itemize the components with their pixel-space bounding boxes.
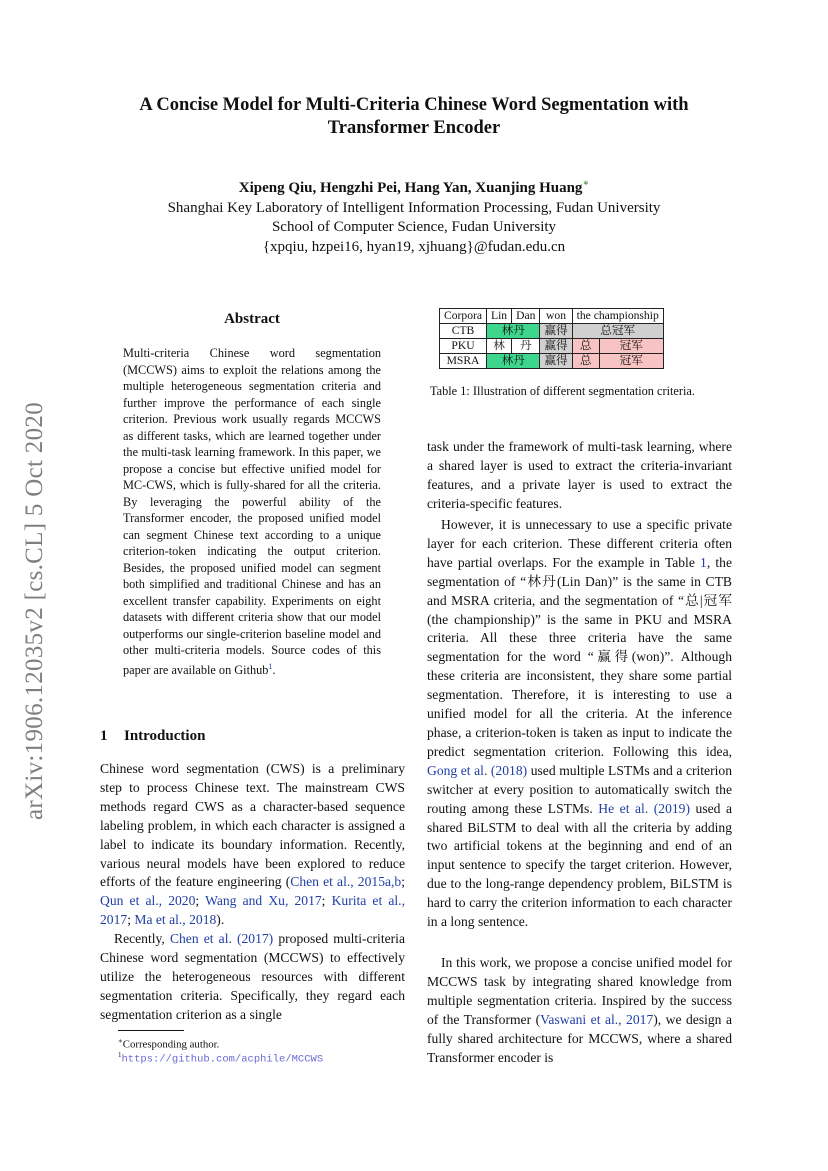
footnote-ref-1[interactable]: 1 [268,661,273,671]
affiliation-1: Shanghai Key Laboratory of Intelligent Information Processing, Fudan University [167,199,661,216]
criteria-table [439,308,664,369]
citation-link[interactable]: Kurita et al., 2017 [100,893,405,928]
segment-cell: 赢得 [540,339,572,354]
corpus-cell: CTB [440,324,487,339]
github-link[interactable]: https://github.com/acphile/MCCWS [121,1053,324,1066]
citation-link[interactable]: Ma et al., 2018 [134,912,217,928]
citation-link[interactable]: Gong et al. (2018) [427,762,528,778]
section-heading-introduction: 1 Introduction [100,728,206,744]
segment-cell: 丹 [512,339,540,354]
citation-link[interactable]: Vaswani et al., 2017 [540,1011,654,1027]
citation-link[interactable]: Chen et al. (2017) [169,931,274,946]
abstract-heading: Abstract [224,311,280,327]
arxiv-sidebar [14,376,56,846]
intro-paragraph-2: Recently, Chen et al. (2017) proposed multi-criteria Chinese word segmentation (MCCWS) to effectively utilize the heterogeneous resources with different segmentation criteria. Specifically, they regard each segmentation criterion as a single [100,931,405,1022]
arxiv-identifier: arXiv:1906.12035v2 [cs.CL] 5 Oct 2020 [21,402,48,820]
segment-cell: 林丹 [487,354,540,369]
footnote-divider [118,1030,184,1031]
header-cell: Lin [487,309,512,324]
segment-cell: 冠军 [600,339,663,353]
corpus-cell: MSRA [440,354,487,369]
table-row [440,324,664,339]
header-cell: Dan [512,309,540,324]
corpus-cell: PKU [440,339,487,354]
corresponding-author-mark: ∗ [582,178,590,189]
author-emails: {xpqiu, hzpei16, hyan19, xjhuang}@fudan.edu.cn [262,238,566,255]
table-1 [439,308,664,369]
header-cell: won [540,309,572,324]
segment-cell: 赢得 [540,324,572,339]
table-header-row [440,309,664,324]
citation-link[interactable]: He et al. (2019) [598,800,690,816]
intro-paragraph-1: Chinese word segmentation (CWS) is a preliminary step to process Chinese text. The mainstream CWS methods regard CWS as a character-based sequence labeling problem, in which each character is assigned a label to indicate its boundary information. Recently, various neural models have been explored to reduce efforts of the feature engineering (Chen et al., 2015a,b; Qun et al., 2020; Wang and Xu, 2017; Kurita et al., 2017; Ma et al., 2018). [100,761,406,928]
split-segment-cell [572,339,663,354]
footnote-1: ∗Corresponding author. [118,1037,220,1051]
title-line-1: A Concise Model for Multi-Criteria Chinese Word Segmentation with [139,95,689,115]
footnote-2: $^1$https://github.com/acphile/MCCWS [118,1051,324,1066]
table-1-caption: Table 1: Illustration of different segmentation criteria. [430,384,695,398]
citation-link[interactable]: Wang and Xu, 2017 [205,893,322,909]
segment-cell: 总 [573,354,600,368]
table-row [440,354,664,369]
segment-cell: 冠军 [600,354,663,368]
citation-link[interactable]: Chen et al., 2015a,b [290,874,402,890]
segment-cell: 林 [487,339,512,354]
right-paragraph-2: However, it is unnecessary to use a specific private layer for each criterion. These different criteria often have partial overlaps. For the example in Table 1, the segmentation of “林丹(Lin Dan)” is the same in CTB and MSRA criteria, and the segmentation of “总|冠军(the championship)” is the same in PKU and MSRA criteria. All these three criteria have the same segmentation for the word “赢得(won)”. Although these criteria are inconsistent, they share some partial segmentation. Therefore, it is interesting to use a unified model for all the criteria. At the inference phase, a criterion-token is taken as input to indicate the predict segmentation criterion. Following this idea, Gong et al. (2018) used multiple LSTMs and a criterion switcher at every position to automatically switch the routing among these LSTMs. He et al. (2019) used a shared BiLSTM to deal with all the criteria by adding two artificial tokens at the beginning and end of an input sentence to specify the target criterion. However, due to the long-range dependency problem, BiLSTM is hard to carry the criterion information to each character in a long sentence. [427,517,733,930]
segment-cell: 总 [573,339,600,353]
segment-cell: 赢得 [540,354,572,369]
split-segment-cell [572,354,663,369]
header-cell: Corpora [440,309,487,324]
author-names: Xipeng Qiu, Hengzhi Pei, Hang Yan, Xuanjing Huang∗ [238,178,590,196]
segment-cell: 总冠军 [572,324,663,339]
right-paragraph-1: task under the framework of multi-task learning, where a shared layer is used to extract the criteria-invariant features, and a private layer is used to extract the criteria-specific features. [427,439,732,511]
right-paragraph-3: In this work, we propose a concise unified model for MCCWS task by integrating shared knowledge from multiple segmentation criteria. Inspired by the success of the Transformer (Vaswani et al., 2017), we design a fully shared architecture for MCCWS, where a shared Transformer encoder is [427,955,733,1065]
table-row [440,339,664,354]
header-cell: the championship [572,309,663,324]
table-ref-link[interactable]: 1 [700,554,707,570]
abstract-text: Multi-criteria Chinese word segmentation (MCCWS) aims to exploit the relations among the multiple heterogeneous segmentation criteria and further improve the performance of each single criterion. Previous work usually regards MCCWS as different tasks, which are learned together under the multi-task learning framework. In this paper, we propose a concise but effective unified model for MC-CWS, which is fully-shared for all the criteria. By leveraging the powerful ability of the Transformer encoder, the proposed unified model can segment Chinese text according to a unique criterion-token indicating the output criterion. Besides, the proposed unified model can segment both simplified and traditional Chinese and has an excellent transfer capability. Experiments on eight datasets with different criteria show that our model outperforms our single-criterion baseline model and other multi-criteria models. Source codes of this paper are available on Github$^1$. [123,346,381,677]
affiliation-2: School of Computer Science, Fudan University [271,219,557,235]
title-line-2: Transformer Encoder [327,118,501,138]
paper-title [60,94,768,140]
segment-cell: 林丹 [487,324,540,339]
author-block [60,174,768,257]
citation-link[interactable]: Qun et al., 2020 [100,893,196,909]
